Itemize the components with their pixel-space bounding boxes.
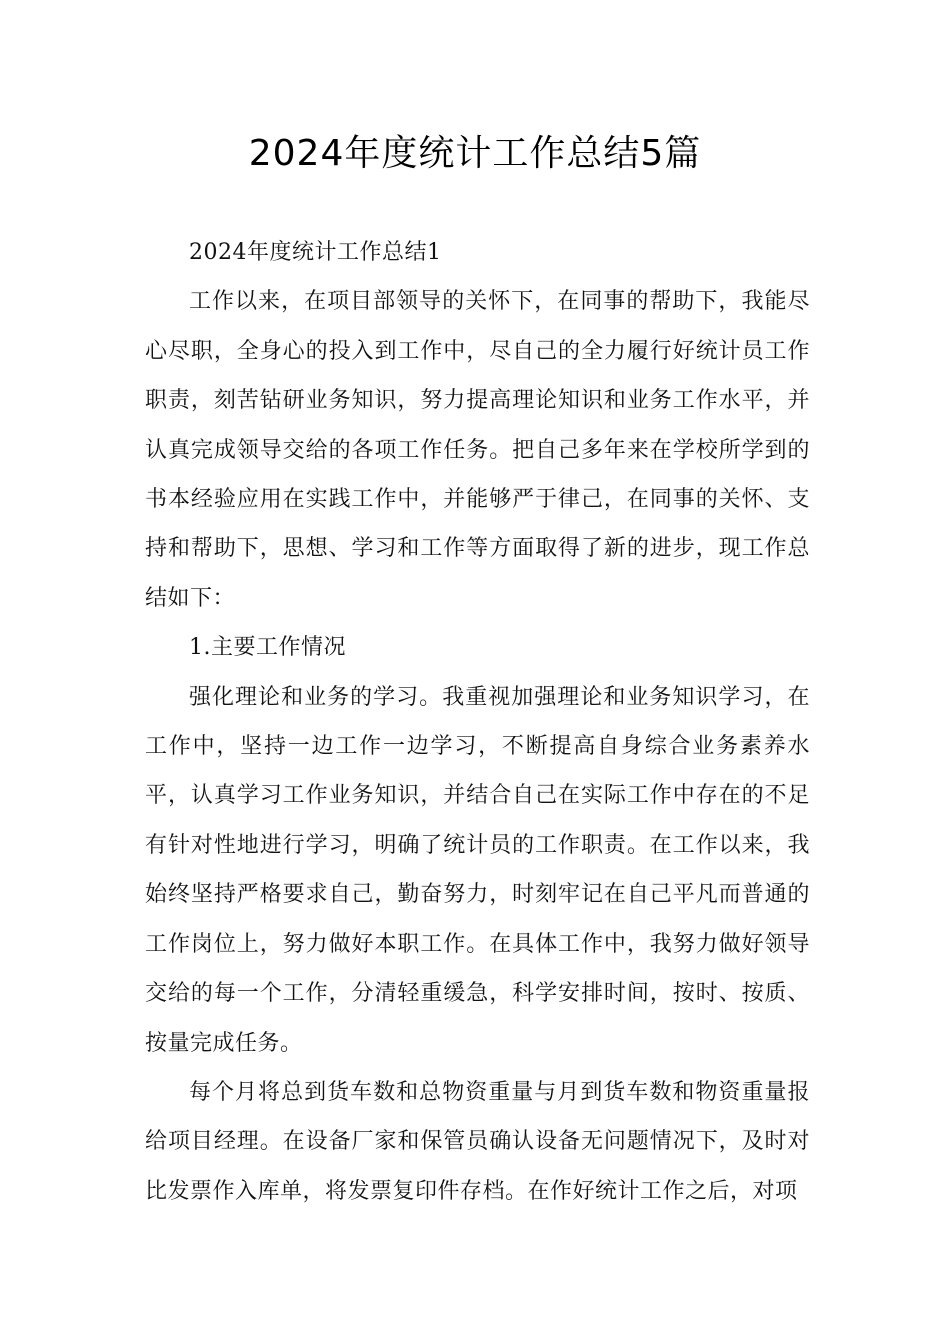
paragraph: 强化理论和业务的学习。我重视加强理论和业务知识学习，在工作中，坚持一边工作一边学习，不断提高自身综合业务素养水平，认真学习工作业务知识，并结合自己在实际工作中存在的不足有针对性地进行学习，明确了统计员的工作职责。在工作以来，我始终坚持严格要求自己，勤奋努力，时刻牢记在自己平凡而普通的工作岗位上，努力做好本职工作。在具体工作中，我努力做好领导交给的每一个工作，分清轻重缓急，科学安排时间，按时、按质、按量完成任务。 — [145, 684, 810, 1056]
document-body — [145, 228, 810, 1216]
paragraph: 工作以来，在项目部领导的关怀下，在同事的帮助下，我能尽心尽职，全身心的投入到工作中，尽自己的全力履行好统计员工作职责，刻苦钻研业务知识，努力提高理论知识和业务工作水平，并认真完成领导交给的各项工作任务。把自己多年来在学校所学到的书本经验应用在实践工作中，并能够严于律己，在同事的关怀、支持和帮助下，思想、学习和工作等方面取得了新的进步，现工作总结如下： — [145, 289, 810, 611]
document-title: 2024年度统计工作总结5篇 — [248, 133, 702, 174]
subsection-heading: 1.主要工作情况 — [189, 635, 346, 661]
paragraph: 每个月将总到货车数和总物资重量与月到货车数和物资重量报给项目经理。在设备厂家和保管员确认设备无问题情况下，及时对比发票作入库单，将发票复印件存档。在作好统计工作之后，对项 — [145, 1079, 810, 1204]
section-heading: 2024年度统计工作总结1 — [189, 240, 442, 265]
